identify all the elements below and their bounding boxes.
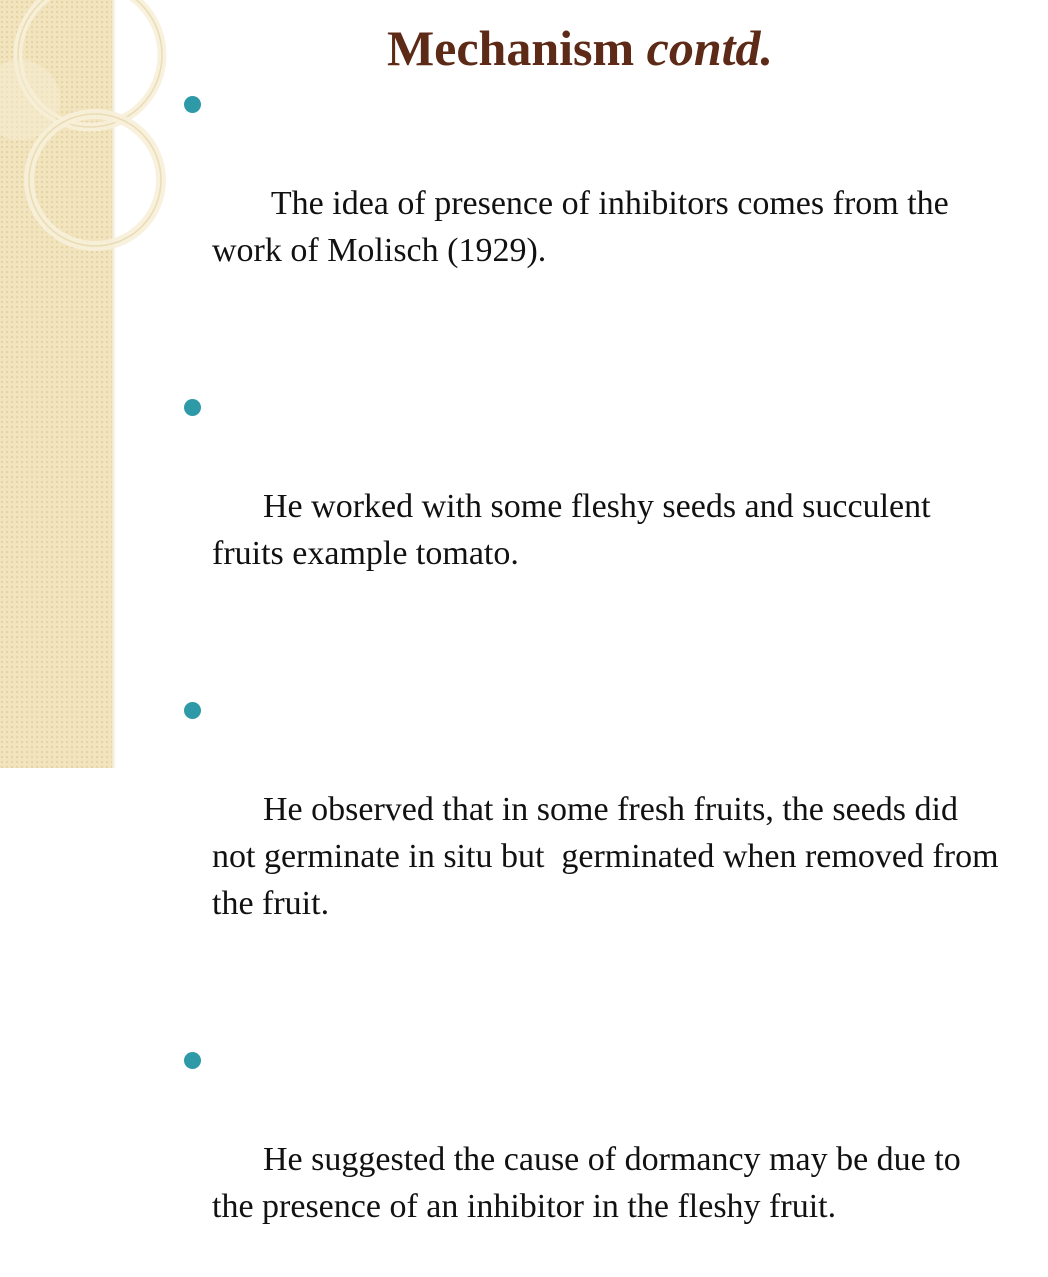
- bullet-text: He suggested the cause of dormancy may be due to the presence of an inhibitor in the fleshy fruit.: [212, 1141, 970, 1225]
- bullet-item: [184, 692, 1008, 974]
- title-main: Mechanism: [386, 20, 647, 76]
- bullet-text: He observed that in some fresh fruits, the seeds did not germinate in situ but germinated when removed from the fruit.: [212, 791, 1008, 922]
- title-italic: contd.: [646, 20, 774, 76]
- bullet-list: [184, 86, 1008, 1277]
- bullet-text: He worked with some fleshy seeds and succulent fruits example tomato.: [212, 488, 940, 572]
- bullet-dot-icon: [184, 399, 201, 416]
- bullet-text: The idea of presence of inhibitors comes from the work of Molisch (1929).: [212, 185, 958, 269]
- bullet-dot-icon: [184, 702, 201, 719]
- bullet-dot-icon: [184, 96, 201, 113]
- ring-ornament-icon: [0, 0, 130, 260]
- bullet-dot-icon: [184, 1052, 201, 1069]
- slide-title: [112, 18, 1048, 78]
- bullet-item: [184, 86, 1004, 321]
- bullet-item: [184, 389, 1004, 624]
- bullet-item: [184, 1042, 1004, 1277]
